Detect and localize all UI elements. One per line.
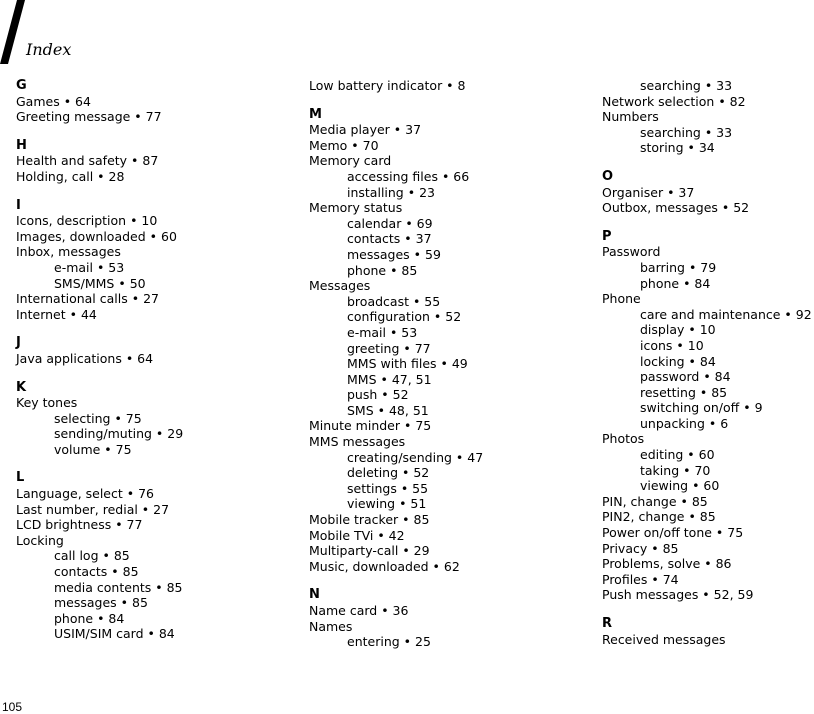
page-number: 105 — [2, 700, 23, 714]
index-entry: Name card • 36 — [309, 603, 409, 618]
index-subentry: viewing • 51 — [347, 496, 427, 512]
index-subentry: display • 10 — [640, 322, 716, 338]
section-letter: K — [16, 379, 27, 395]
index-subentry: phone • 85 — [347, 262, 418, 278]
section-letter: P — [602, 228, 612, 244]
index-subentry: icons • 10 — [640, 337, 704, 353]
index-subentry: password • 84 — [640, 369, 731, 385]
index-entry: Photos — [602, 431, 645, 447]
index-subentry: sending/muting • 29 — [54, 426, 184, 442]
index-entry: Received messages — [602, 631, 726, 647]
index-entry: Games • 64 — [16, 93, 91, 109]
index-entry: Media player • 37 — [309, 122, 422, 138]
index-subentry: MMS • 47, 51 — [347, 371, 432, 387]
index-entry: Java applications • 64 — [16, 350, 154, 366]
index-entry: Profiles • 74 — [602, 571, 679, 587]
index-subentry: entering • 25 — [347, 634, 431, 650]
index-entry: Internet • 44 — [16, 306, 97, 322]
index-entry: Names — [309, 618, 353, 634]
index-subentry: searching • 33 — [640, 124, 733, 140]
index-subentry: phone • 84 — [54, 610, 125, 626]
index-entry: Locking — [16, 532, 64, 548]
index-entry: Password — [602, 244, 661, 260]
index-entry: Outbox, messages • 52 — [602, 200, 750, 216]
section-letter: N — [309, 587, 320, 603]
index-subentry: selecting • 75 — [54, 410, 142, 426]
index-entry: Problems, solve • 86 — [602, 556, 732, 572]
index-subentry: storing • 34 — [640, 140, 715, 156]
section-letter: J — [16, 335, 21, 351]
index-subentry: settings • 55 — [347, 480, 429, 496]
index-entry: Phone — [602, 291, 641, 307]
index-subentry: taking • 70 — [640, 462, 711, 478]
index-subentry: e-mail • 53 — [54, 259, 125, 275]
index-entry: Language, select • 76 — [16, 486, 155, 502]
index-subentry: broadcast • 55 — [347, 293, 441, 309]
index-subentry: installing • 23 — [347, 184, 435, 200]
index-entry: Minute minder • 75 — [309, 418, 432, 434]
index-entry: Memo • 70 — [309, 137, 379, 153]
index-entry: Mobile tracker • 85 — [309, 512, 430, 528]
index-subentry: accessing files • 66 — [347, 168, 470, 184]
index-entry: Push messages • 52, 59 — [602, 587, 754, 603]
index-subentry: editing • 60 — [640, 447, 715, 463]
index-entry: Icons, description • 10 — [16, 213, 158, 229]
index-entry: Organiser • 37 — [602, 184, 695, 200]
index-entry: International calls • 27 — [16, 291, 159, 307]
index-subentry: calendar • 69 — [347, 215, 433, 231]
index-entry: Inbox, messages — [16, 244, 121, 260]
index-entry: Multiparty-call • 29 — [309, 543, 430, 559]
index-subentry: push • 52 — [347, 387, 409, 403]
index-subentry: contacts • 37 — [347, 231, 432, 247]
section-letter: G — [16, 78, 27, 93]
index-subentry: resetting • 85 — [640, 384, 728, 400]
index-column-1 — [16, 78, 183, 642]
index-entry: Network selection • 82 — [602, 93, 746, 109]
index-subentry: MMS with files • 49 — [347, 356, 468, 372]
index-entry: Mobile TVi • 42 — [309, 527, 405, 543]
index-subentry: messages • 85 — [54, 595, 148, 611]
index-entry: Power on/off tone • 75 — [602, 525, 744, 541]
index-subentry: deleting • 52 — [347, 465, 430, 481]
index-entry: Messages — [309, 278, 371, 294]
index-subentry: media contents • 85 — [54, 579, 183, 595]
index-column-2 — [309, 78, 483, 650]
index-entry: Privacy • 85 — [602, 540, 679, 556]
index-subentry: e-mail • 53 — [347, 324, 418, 340]
index-entry: Holding, call • 28 — [16, 168, 125, 184]
section-letter: I — [16, 197, 21, 213]
index-entry: Key tones — [16, 395, 78, 411]
index-subentry: SMS/MMS • 50 — [54, 275, 146, 291]
index-subentry: switching on/off • 9 — [640, 400, 763, 416]
index-entry: MMS messages — [309, 434, 406, 450]
page-title: Index — [26, 40, 72, 59]
index-entry: Images, downloaded • 60 — [16, 228, 177, 244]
index-entry: Greeting message • 77 — [16, 109, 162, 125]
index-subentry: USIM/SIM card • 84 — [54, 626, 175, 642]
index-entry: Memory card — [309, 153, 392, 169]
index-subentry: SMS • 48, 51 — [347, 402, 429, 418]
index-entry: Low battery indicator • 8 — [309, 78, 466, 93]
section-letter: H — [16, 137, 27, 153]
index-subentry: creating/sending • 47 — [347, 449, 484, 465]
index-entry: Music, downloaded • 62 — [309, 558, 460, 574]
section-letter: O — [602, 168, 614, 184]
index-entry: Last number, redial • 27 — [16, 501, 170, 517]
section-letter: R — [602, 616, 613, 631]
index-subentry: contacts • 85 — [54, 564, 139, 580]
index-subentry: unpacking • 6 — [640, 415, 729, 431]
index-subentry: configuration • 52 — [347, 309, 462, 325]
index-entry: Numbers — [602, 109, 659, 125]
index-column-3 — [602, 78, 812, 647]
index-entry: Memory status — [309, 200, 403, 216]
index-subentry: greeting • 77 — [347, 340, 431, 356]
index-subentry: volume • 75 — [54, 441, 132, 457]
index-subentry: barring • 79 — [640, 259, 717, 275]
index-subentry: viewing • 60 — [640, 478, 720, 494]
index-entry: LCD brightness • 77 — [16, 517, 143, 533]
index-entry: PIN, change • 85 — [602, 493, 708, 509]
index-entry: PIN2, change • 85 — [602, 509, 716, 525]
index-subentry: messages • 59 — [347, 246, 441, 262]
index-subentry: phone • 84 — [640, 275, 711, 291]
section-letter: M — [309, 106, 322, 122]
section-letter: L — [16, 470, 25, 486]
index-subentry: searching • 33 — [640, 78, 733, 93]
index-entry: Health and safety • 87 — [16, 153, 159, 169]
index-subentry: locking • 84 — [640, 353, 716, 369]
index-subentry: care and maintenance • 92 — [640, 306, 812, 322]
index-subentry: call log • 85 — [54, 548, 130, 564]
